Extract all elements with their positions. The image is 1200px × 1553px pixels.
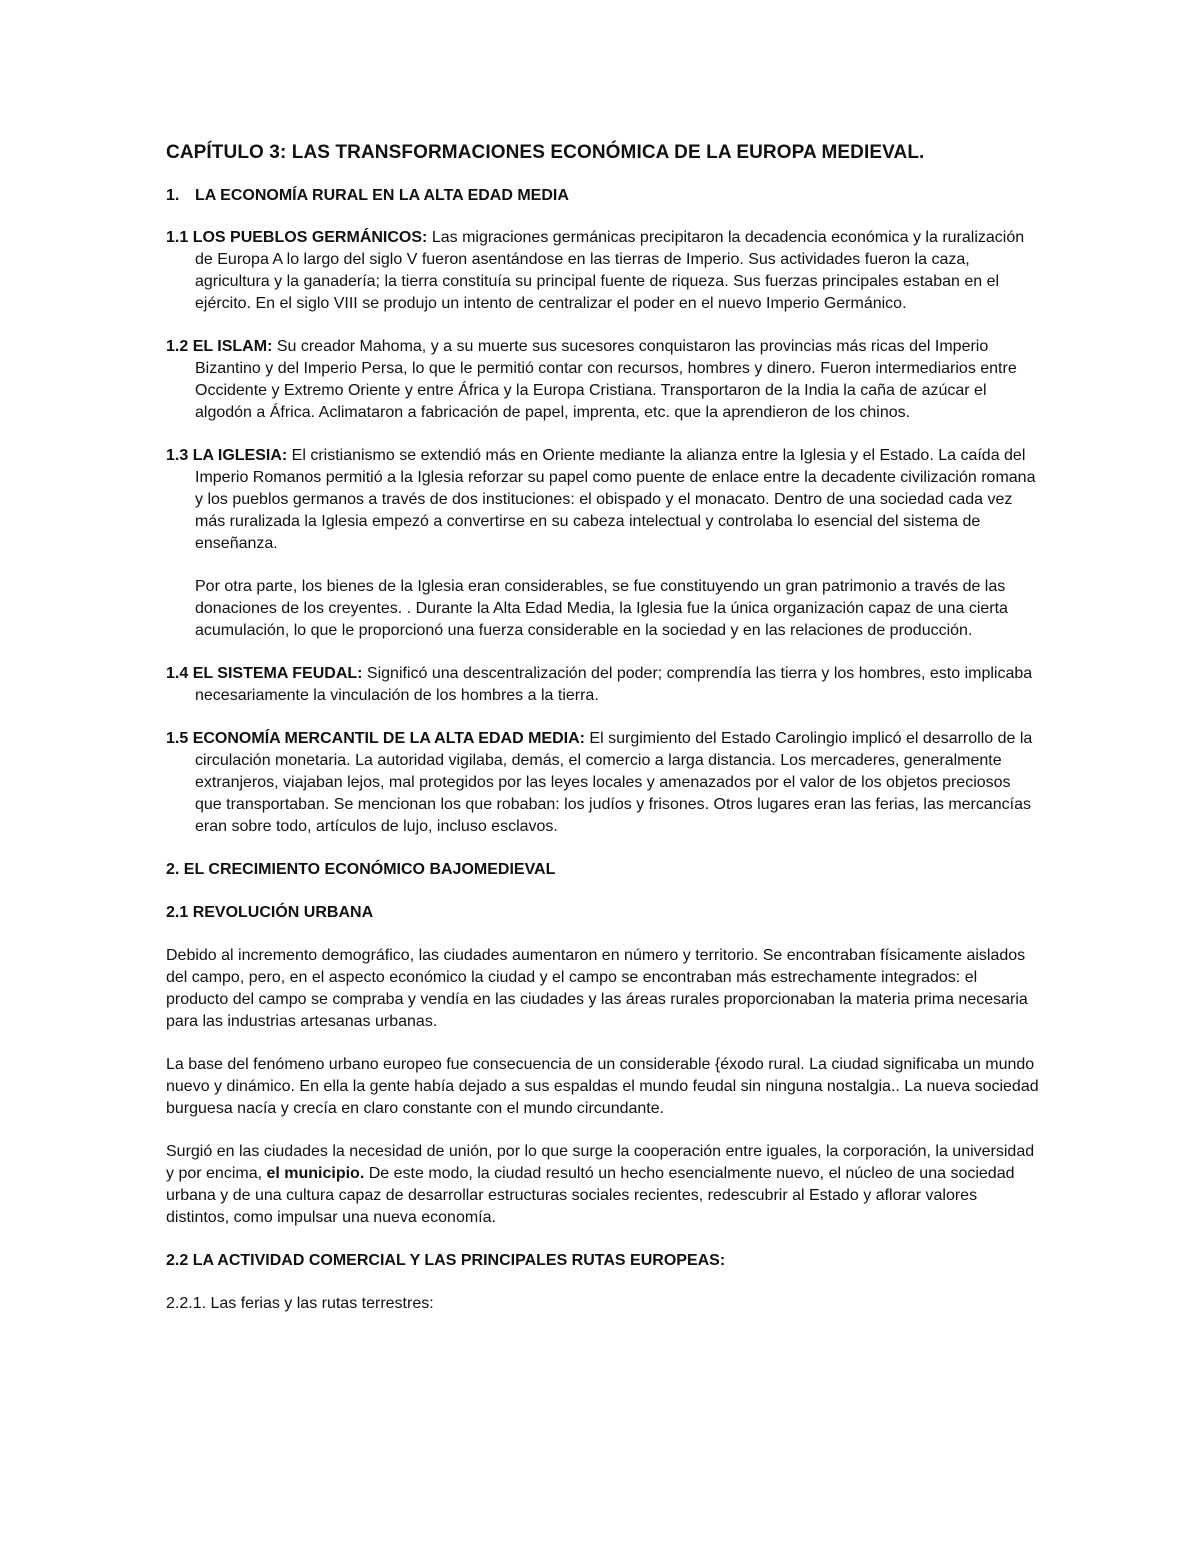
section-1-4 <box>166 663 1040 707</box>
section-1-3-text: El cristianismo se extendió más en Oriente mediante la alianza entre la Iglesia y el Estado. La caída del Imperio Romanos permitió a la Iglesia reforzar su papel como puente de enlace entre la decadente civilización romana y los pueblos germanos a través de dos instituciones: el obispado y el monacato. Dentro de una sociedad cada vez más ruralizada la Iglesia empezó a convertirse en su cabeza intelectual y controlaba lo esencial del sistema de enseñanza. <box>195 447 1036 552</box>
section-2-1-heading: 2.1 REVOLUCIÓN URBANA <box>166 904 374 921</box>
chapter-title: CAPÍTULO 3: LAS TRANSFORMACIONES ECONÓMICA DE LA EUROPA MEDIEVAL. <box>166 142 925 163</box>
section-1-5-text: El surgimiento del Estado Carolingio implicó el desarrollo de la circulación monetaria. La autoridad vigilaba, demás, el comercio a larga distancia. Los mercaderes, generalmente extranjeros, viajaban lejos, mal protegidos por las leyes locales y amenazados por el valor de los objetos preciosos que transportaban. Se mencionan los que robaban: los judíos y frisones. Otros lugares eran las ferias, las mercancías eran sobre todo, artículos de lujo, incluso esclavos. <box>195 730 1033 835</box>
section-1-1-text: Las migraciones germánicas precipitaron la decadencia económica y la ruralización de Europa A lo largo del siglo V fueron asentándose en las tierras de Imperio. Sus actividades fueron la caza, agricultura y la ganadería; la tierra constituía su principal fuente de riqueza. Sus fuerzas principales estaban en el ejército. En el siglo VIII se produjo un intento de centralizar el poder en el nuevo Imperio Germánico. <box>195 229 1025 312</box>
section-1-3-label: 1.3 LA IGLESIA: <box>166 447 288 464</box>
section-2-1-p3-end: De este modo, la ciudad resultó un hecho esencialmente nuevo, el núcleo de una sociedad urbana y de una cultura capaz de desarrollar estructuras sociales recientes, redescubrir al Estado y aflorar valores distintos, como impulsar una nueva economía. <box>166 1165 1015 1226</box>
section-2-1-paragraph-1: Debido al incremento demográfico, las ciudades aumentaron en número y territorio. Se encontraban físicamente aislados del campo, pero, en el aspecto económico la ciudad y el campo se encontraban más estrechamente integrados: el producto del campo se compraba y vendía en las ciudades y las áreas rurales proporcionaban la materia prima necesaria para las industrias artesanas urbanas. <box>166 947 1028 1030</box>
section-1-3-paragraph-2: Por otra parte, los bienes de la Iglesia eran considerables, se fue constituyendo un gran patrimonio a través de las donaciones de los creyentes. . Durante la Alta Edad Media, la Iglesia fue la única organización capaz de una cierta acumulación, lo que le proporcionó una fuerza considerable en la sociedad y en las relaciones de producción. <box>195 578 1008 639</box>
section-1-5-label: 1.5 ECONOMÍA MERCANTIL DE LA ALTA EDAD MEDIA: <box>166 730 585 747</box>
section-1-title: LA ECONOMÍA RURAL EN LA ALTA EDAD MEDIA <box>195 187 569 204</box>
section-2-heading: 2. EL CRECIMIENTO ECONÓMICO BAJOMEDIEVAL <box>166 861 556 878</box>
section-2-1-paragraph-3 <box>166 1141 1040 1229</box>
section-1-5 <box>166 728 1040 838</box>
section-2-1-p3-start: Surgió en las ciudades la necesidad de unión, por lo que surge la cooperación entre iguales, la corporación, la universidad y por encima, <box>166 1143 1035 1182</box>
section-1-1 <box>166 227 1040 315</box>
section-1-number: 1. <box>166 187 180 204</box>
section-1-heading <box>166 185 1040 207</box>
section-2-1-p3-bold: el municipio. <box>266 1165 365 1182</box>
section-1-4-label: 1.4 EL SISTEMA FEUDAL: <box>166 665 363 682</box>
section-1-2-label: 1.2 EL ISLAM: <box>166 338 273 355</box>
section-1-3 <box>166 445 1040 555</box>
section-1-1-label: 1.1 LOS PUEBLOS GERMÁNICOS: <box>166 229 428 246</box>
section-2-2-1-heading: 2.2.1. Las ferias y las rutas terrestres: <box>166 1295 434 1312</box>
section-1-2-text: Su creador Mahoma, y a su muerte sus sucesores conquistaron las provincias más ricas del Imperio Bizantino y del Imperio Persa, lo que le permitió contar con recursos, hombres y dinero. Fueron intermediarios entre Occidente y Extremo Oriente y entre África y la Europa Cristiana. Transportaron de la India la caña de azúcar el algodón a África. Aclimataron a fabricación de papel, imprenta, etc. que la aprendieron de los chinos. <box>195 338 1017 421</box>
section-2-1-paragraph-2: La base del fenómeno urbano europeo fue consecuencia de un considerable {éxodo rural. La ciudad significaba un mundo nuevo y dinámico. En ella la gente había dejado a sus espaldas el mundo feudal sin ninguna nostalgia.. La nueva sociedad burguesa nacía y crecía en claro constante con el mundo circundante. <box>166 1056 1039 1117</box>
section-1-4-text: Significó una descentralización del poder; comprendía las tierra y los hombres, esto implicaba necesariamente la vinculación de los hombres a la tierra. <box>195 665 1033 704</box>
section-1-2 <box>166 336 1040 424</box>
section-2-2-heading: 2.2 LA ACTIVIDAD COMERCIAL Y LAS PRINCIPALES RUTAS EUROPEAS: <box>166 1252 726 1269</box>
